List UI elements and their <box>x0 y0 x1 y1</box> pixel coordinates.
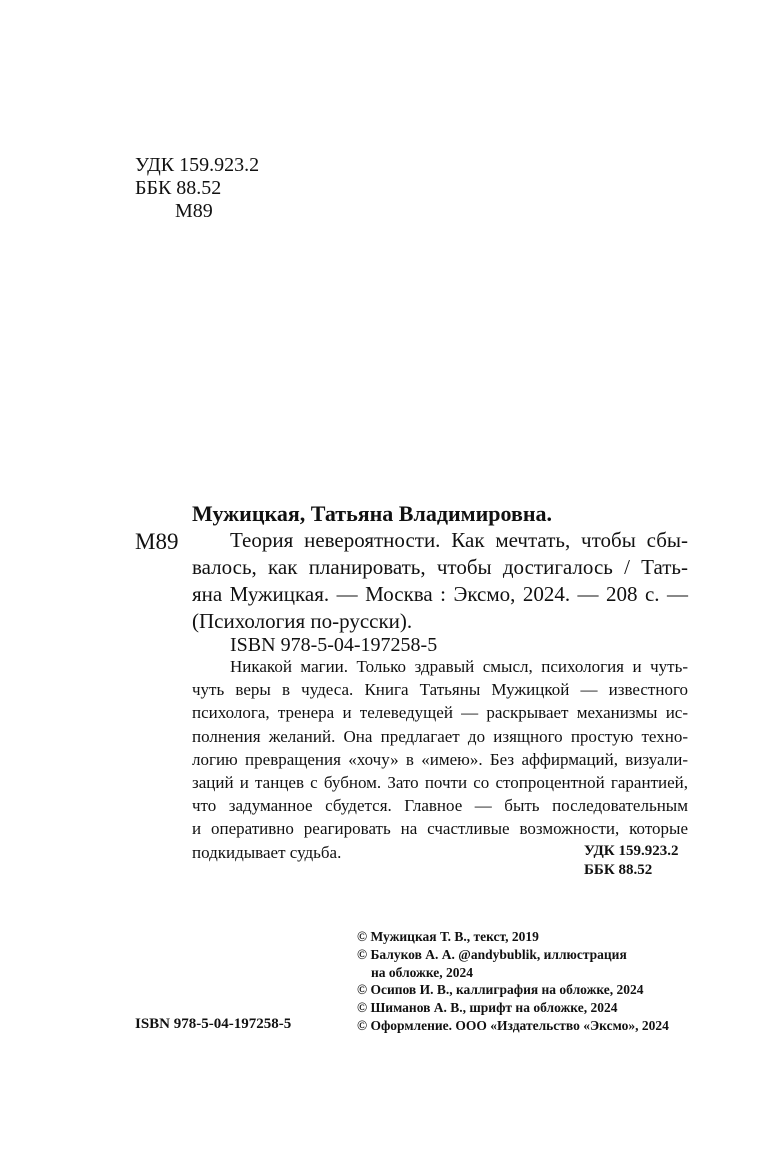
annotation-line: логию превращения «хочу» в «имею». Без аффирмаций, визуали- <box>192 749 688 769</box>
copyright-line: © Осипов И. В., каллиграфия на обложке, 2024 <box>357 982 644 998</box>
annotation-line: чуть веры в чудеса. Книга Татьяны Мужицкой — известного <box>192 680 688 700</box>
copyright-line: на обложке, 2024 <box>371 964 474 980</box>
citation-line: яна Мужицкая. — Москва : Эксмо, 2024. — 208 с. — <box>192 582 688 606</box>
annotation-line: подкидывает судьба. <box>192 842 342 862</box>
annotation-line: что задуманное сбудется. Главное — быть последовательным <box>192 796 688 816</box>
bbk-code: ББК 88.52 <box>584 862 653 878</box>
isbn-bottom: ISBN 978-5-04-197258-5 <box>135 1016 292 1032</box>
annotation-line: полнения желаний. Она предлагает до изящного простую техно- <box>192 726 688 746</box>
citation-line: Теория невероятности. Как мечтать, чтобы сбы- <box>230 528 688 552</box>
top-udk-code: УДК 159.923.2 <box>135 154 260 176</box>
citation-line: (Психология по-русски). <box>192 609 413 633</box>
copyright-line: © Оформление. ООО «Издательство «Эксмо», 2024 <box>357 1017 669 1033</box>
top-author-mark: М89 <box>175 200 213 222</box>
copyright-line: © Мужицкая Т. В., текст, 2019 <box>357 929 539 944</box>
copyright-line: © Шиманов А. В., шрифт на обложке, 2024 <box>357 1000 618 1016</box>
annotation-block <box>192 655 688 864</box>
annotation-line: психолога, тренера и телеведущей — раскрывает механизмы ис- <box>192 703 688 723</box>
author-heading: Мужицкая, Татьяна Владимировна. <box>192 501 553 526</box>
annotation-line: Никакой магии. Только здравый смысл, психология и чуть- <box>230 657 688 676</box>
annotation-line: и оперативно реагировать на счастливые возможности, которые <box>192 819 688 839</box>
copyright-block <box>357 928 669 1035</box>
udk-code: УДК 159.923.2 <box>584 843 679 859</box>
annotation-line: заций и танцев с бубном. Зато почти со стопроцентной гарантией, <box>192 773 688 793</box>
citation-isbn: ISBN 978-5-04-197258-5 <box>230 634 438 656</box>
copyright-line: © Балуков А. А. @andybublik, иллюстрация <box>357 946 627 962</box>
citation-author-mark: М89 <box>135 529 179 554</box>
citation-block <box>192 527 688 635</box>
top-bbk-code: ББК 88.52 <box>135 177 222 199</box>
citation-line: валось, как планировать, чтобы достигалось / Тать- <box>192 555 688 579</box>
